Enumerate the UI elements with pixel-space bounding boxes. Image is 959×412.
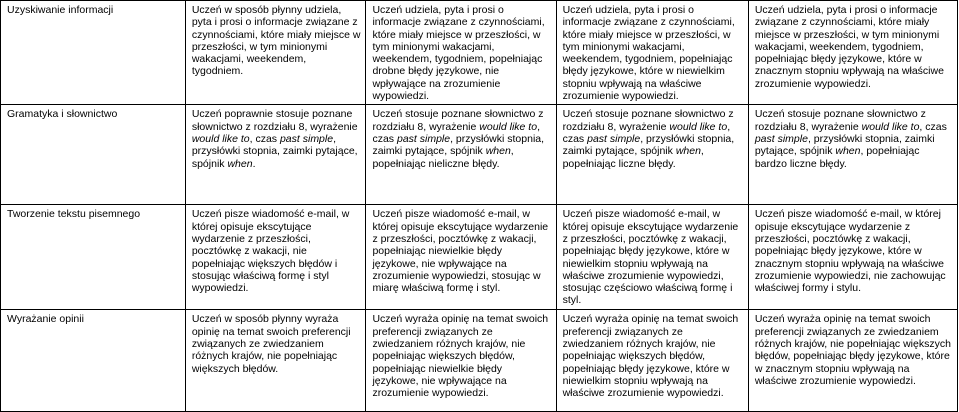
text-segment: , przysłówki stopnia, zaimki pytające, spójnik	[562, 132, 735, 158]
criteria-cell	[556, 310, 748, 412]
text-segment: Uczeń pisze wiadomość e-mail, w której opisuje ekscytujące wydarzenie z przeszłości, pocztówkę z wakacji, popełniając błędy językowe, które w niewielkim stopniu wpływają na właściwe zrozumienie wypowiedzi, stosując częściowo właściwą formę i styl.	[562, 208, 739, 307]
text-segment: .	[252, 157, 256, 170]
criteria-cell	[748, 1, 957, 105]
text-segment: Uczeń poprawnie stosuje poznane słownictwo z rozdziału 8, wyrażenie	[191, 108, 358, 133]
criteria-text	[755, 108, 952, 169]
category-label: Gramatyka i słownictwo	[7, 108, 118, 121]
italic-term: when	[227, 157, 253, 170]
italic-term: would like to	[669, 120, 728, 133]
criteria-cell	[556, 205, 748, 310]
italic-term: would like to	[479, 120, 538, 133]
italic-term: when	[835, 145, 861, 158]
table-row	[1, 105, 958, 205]
text-segment: Uczeń pisze wiadomość e-mail, w której opisuje ekscytujące wydarzenie z przeszłości, pocztówkę z wakacji, nie popełniając większych błędów i stosując właściwą formę i styl wypowiedzi.	[191, 208, 350, 295]
italic-term: past simple	[279, 132, 334, 145]
criteria-text	[563, 208, 743, 306]
criteria-text	[192, 313, 361, 374]
text-segment: Uczeń udziela, pyta i prosi o informacje związane z czynnościami, które miały miejsce w przeszłości, w tym minionymi wakacjami, weekendem, tygodniem, popełniając błędy językowe, które w znacznym stopniu wpływają na właściwe zrozumienie wypowiedzi.	[754, 4, 944, 90]
table-row	[1, 1, 958, 105]
table-body	[1, 1, 958, 412]
criteria-text	[563, 108, 743, 169]
criteria-cell	[185, 105, 366, 205]
text-segment: Uczeń udziela, pyta i prosi o informacje związane z czynnościami, które miały miejsce w przeszłości, w tym minionymi wakacjami, weekendem, tygodniem, popełniając drobne błędy językowe, nie wpływające na zrozumienie wypowiedzi.	[372, 4, 545, 103]
criteria-cell	[185, 1, 366, 105]
text-segment: Uczeń stosuje poznane słownictwo z rozdziału 8, wyrażenie	[562, 108, 734, 133]
criteria-text	[563, 4, 743, 102]
text-segment: Uczeń stosuje poznane słownictwo z rozdziału 8, wyrażenie	[372, 108, 544, 133]
table-row	[1, 310, 958, 412]
criteria-text	[755, 208, 952, 294]
criteria-text	[372, 313, 550, 399]
criteria-text	[563, 313, 743, 399]
text-segment: Uczeń pisze wiadomość e-mail, w której opisuje ekscytujące wydarzenie z przeszłości, pocztówkę z wakacji, popełniając błędy językowe, które w znacznym stopniu wpływają na właściwe zrozumienie wypowiedzi, nie zachowując właściwej formy i stylu.	[754, 208, 946, 295]
italic-term: when	[485, 145, 511, 158]
criteria-text	[755, 4, 952, 90]
criteria-text	[192, 108, 361, 169]
category-label: Wyrażanie opinii	[7, 313, 84, 326]
criteria-cell	[366, 1, 556, 105]
italic-term: would like to	[861, 120, 920, 133]
criteria-cell	[185, 205, 366, 310]
text-segment: , przysłówki stopnia, zaimki pytające, spójnik	[372, 132, 545, 158]
italic-term: past simple	[754, 132, 808, 145]
text-segment: , czas	[919, 120, 947, 133]
italic-term: past simple	[587, 132, 641, 145]
criteria-text	[372, 208, 550, 294]
criteria-cell	[185, 310, 366, 412]
italic-term: past simple	[396, 132, 451, 145]
italic-term: when	[675, 145, 701, 158]
criteria-text	[192, 4, 361, 78]
italic-term: would like to	[191, 132, 250, 145]
criteria-cell	[366, 105, 556, 205]
criteria-cell	[366, 310, 556, 412]
criteria-cell	[748, 105, 957, 205]
criteria-cell	[556, 1, 748, 105]
text-segment: Uczeń wyraża opinię na temat swoich preferencji związanych ze zwiedzaniem różnych krajów, nie popełniając większych błędów, popełniając błędy językowe, które w niewielkim stopniu wpływają na właściwe zrozumienie wypowiedzi.	[562, 313, 739, 400]
text-segment: , popełniając nieliczne błędy.	[372, 145, 514, 170]
text-segment: Uczeń wyraża opinię na temat swoich preferencji związanych ze zwiedzaniem różnych krajów, nie popełniając większych błędów, popełniając błędy językowe, które w znacznym stopniu wpływają na właściwe zrozumienie wypowiedzi.	[754, 313, 951, 387]
category-cell	[1, 310, 186, 412]
text-segment: , czas	[249, 132, 280, 145]
category-label: Tworzenie tekstu pisemnego	[7, 208, 141, 221]
text-segment: Uczeń udziela, pyta i prosi o informacje związane z czynnościami, które miały miejsce w przeszłości, w tym minionymi wakacjami, weekendem, tygodniem, popełniając błędy językowe, które w niewielkim stopniu wpływają na właściwe zrozumienie wypowiedzi.	[562, 4, 735, 103]
text-segment: Uczeń pisze wiadomość e-mail, w której opisuje ekscytujące wydarzenie z przeszłości, pocztówkę z wakacji, popełniając niewielkie błędy językowe, nie wpływające na zrozumienie wypowiedzi, stosując w miarę właściwą formę i styl.	[372, 208, 549, 295]
text-segment: Uczeń w sposób płynny wyraża opinię na temat swoich preferencji związanych ze zwiedzaniem różnych krajów, nie popełniając większych błędów.	[191, 313, 351, 375]
criteria-cell	[556, 105, 748, 205]
category-cell	[1, 1, 186, 105]
category-cell	[1, 105, 186, 205]
criteria-cell	[366, 205, 556, 310]
criteria-text	[755, 313, 952, 387]
text-segment: Uczeń w sposób płynny udziela, pyta i prosi o informacje związane z czynnościami, które miały miejsce w przeszłości, w tym minionymi wakacjami, weekendem, tygodniem.	[191, 4, 361, 78]
text-segment: , czas	[372, 120, 540, 145]
criteria-cell	[748, 205, 957, 310]
text-segment: Uczeń wyraża opinię na temat swoich preferencji związanych ze zwiedzaniem różnych krajów, nie popełniając większych błędów, popełniając niewielkie błędy językowe, nie wpływające na zrozumienie wypowiedzi.	[372, 313, 549, 400]
category-label: Uzyskiwanie informacji	[7, 4, 114, 16]
text-segment: , przysłówki stopnia, zaimki pytające, spójnik	[191, 132, 358, 170]
category-cell	[1, 205, 186, 310]
criteria-text	[372, 108, 550, 169]
text-segment: Uczeń stosuje poznane słownictwo z rozdziału 8, wyrażenie	[754, 108, 926, 133]
criteria-text	[372, 4, 550, 102]
table-row	[1, 205, 958, 310]
criteria-text	[192, 208, 361, 294]
text-segment: , przysłówki stopnia, zaimki pytające, spójnik	[754, 132, 935, 158]
criteria-cell	[748, 310, 957, 412]
text-segment: , czas	[562, 120, 731, 145]
text-segment: , popełniając liczne błędy.	[562, 145, 704, 170]
text-segment: , popełniając bardzo liczne błędy.	[754, 145, 920, 170]
